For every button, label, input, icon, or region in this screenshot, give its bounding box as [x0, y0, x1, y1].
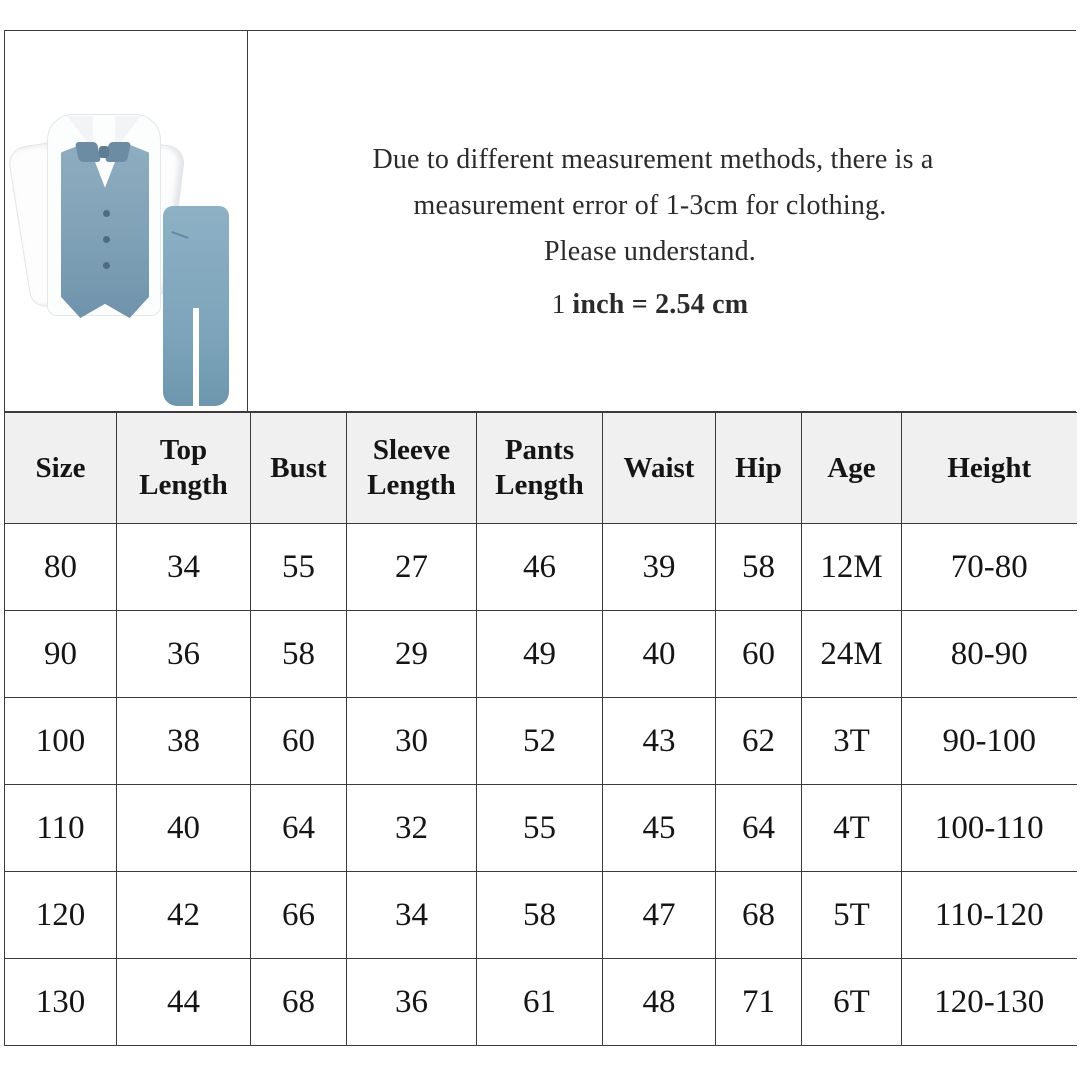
cell-waist: 45	[603, 785, 716, 872]
column-header-size: Size	[5, 413, 117, 524]
table-row	[5, 785, 1077, 872]
note-line-2: measurement error of 1-3cm for clothing.	[413, 190, 887, 221]
column-header-waist: Waist	[603, 413, 716, 524]
column-header-pants-length	[477, 413, 603, 524]
cell-height: 110-120	[902, 872, 1077, 959]
cell-bust: 58	[251, 611, 347, 698]
cell-size: 110	[5, 785, 117, 872]
header-line: Top	[159, 434, 208, 466]
size-chart-table	[4, 412, 1077, 1046]
cell-age: 4T	[802, 785, 902, 872]
column-header-top-length	[117, 413, 251, 524]
cell-top-length: 36	[117, 611, 251, 698]
header-line: Pants	[504, 434, 575, 466]
cell-pants-length: 46	[477, 524, 603, 611]
cell-sleeve-length: 29	[347, 611, 477, 698]
cell-size: 90	[5, 611, 117, 698]
cell-height: 120-130	[902, 959, 1077, 1046]
cell-bust: 64	[251, 785, 347, 872]
measurement-note	[248, 31, 1076, 411]
cell-waist: 43	[603, 698, 716, 785]
cell-age: 12M	[802, 524, 902, 611]
table-header-row	[5, 413, 1077, 524]
cell-size: 80	[5, 524, 117, 611]
cell-size: 120	[5, 872, 117, 959]
info-panel	[4, 30, 1076, 412]
cell-bust: 60	[251, 698, 347, 785]
table-row	[5, 698, 1077, 785]
cell-top-length: 42	[117, 872, 251, 959]
cell-size: 100	[5, 698, 117, 785]
pants-leg-gap	[193, 308, 199, 406]
cell-bust: 55	[251, 524, 347, 611]
cell-age: 3T	[802, 698, 902, 785]
cell-hip: 58	[716, 524, 802, 611]
cell-sleeve-length: 34	[347, 872, 477, 959]
note-line-3: Please understand.	[544, 236, 756, 267]
table-row	[5, 872, 1077, 959]
cell-top-length: 38	[117, 698, 251, 785]
cell-waist: 40	[603, 611, 716, 698]
cell-height: 100-110	[902, 785, 1077, 872]
cell-hip: 71	[716, 959, 802, 1046]
cell-hip: 62	[716, 698, 802, 785]
cell-sleeve-length: 36	[347, 959, 477, 1046]
column-header-height: Height	[902, 413, 1077, 524]
cell-hip: 60	[716, 611, 802, 698]
header-line: Length	[367, 469, 456, 501]
table-row	[5, 959, 1077, 1046]
cell-waist: 39	[603, 524, 716, 611]
cell-sleeve-length: 32	[347, 785, 477, 872]
cell-waist: 47	[603, 872, 716, 959]
cell-age: 5T	[802, 872, 902, 959]
cell-sleeve-length: 27	[347, 524, 477, 611]
column-header-age: Age	[802, 413, 902, 524]
column-header-sleeve-length	[347, 413, 477, 524]
cell-hip: 68	[716, 872, 802, 959]
cell-sleeve-length: 30	[347, 698, 477, 785]
table-row	[5, 611, 1077, 698]
bowtie-left-wing	[75, 142, 101, 162]
product-image-cell	[5, 31, 248, 411]
cell-size: 130	[5, 959, 117, 1046]
cell-age: 6T	[802, 959, 902, 1046]
cell-pants-length: 55	[477, 785, 603, 872]
cell-height: 80-90	[902, 611, 1077, 698]
cell-height: 70-80	[902, 524, 1077, 611]
bowtie-knot	[99, 146, 109, 158]
cell-age: 24M	[802, 611, 902, 698]
cell-bust: 66	[251, 872, 347, 959]
header-line: Length	[139, 469, 228, 501]
cell-pants-length: 49	[477, 611, 603, 698]
cell-hip: 64	[716, 785, 802, 872]
unit-conversion-note	[552, 281, 749, 328]
cell-pants-length: 52	[477, 698, 603, 785]
note-line-1: Due to different measurement methods, there is a	[372, 144, 934, 175]
header-line: Sleeve	[372, 434, 451, 466]
vest-button-icon	[103, 236, 110, 243]
cell-bust: 68	[251, 959, 347, 1046]
suit-set-illustration	[11, 58, 241, 388]
column-header-bust: Bust	[251, 413, 347, 524]
header-line: Length	[495, 469, 584, 501]
cell-top-length: 44	[117, 959, 251, 1046]
cell-waist: 48	[603, 959, 716, 1046]
cell-height: 90-100	[902, 698, 1077, 785]
conversion-value: inch = 2.54 cm	[572, 289, 749, 320]
vest-button-icon	[103, 210, 110, 217]
cell-pants-length: 61	[477, 959, 603, 1046]
cell-top-length: 34	[117, 524, 251, 611]
cell-pants-length: 58	[477, 872, 603, 959]
cell-top-length: 40	[117, 785, 251, 872]
table-row	[5, 524, 1077, 611]
vest-button-icon	[103, 262, 110, 269]
conversion-prefix: 1	[551, 289, 573, 319]
column-header-hip: Hip	[716, 413, 802, 524]
